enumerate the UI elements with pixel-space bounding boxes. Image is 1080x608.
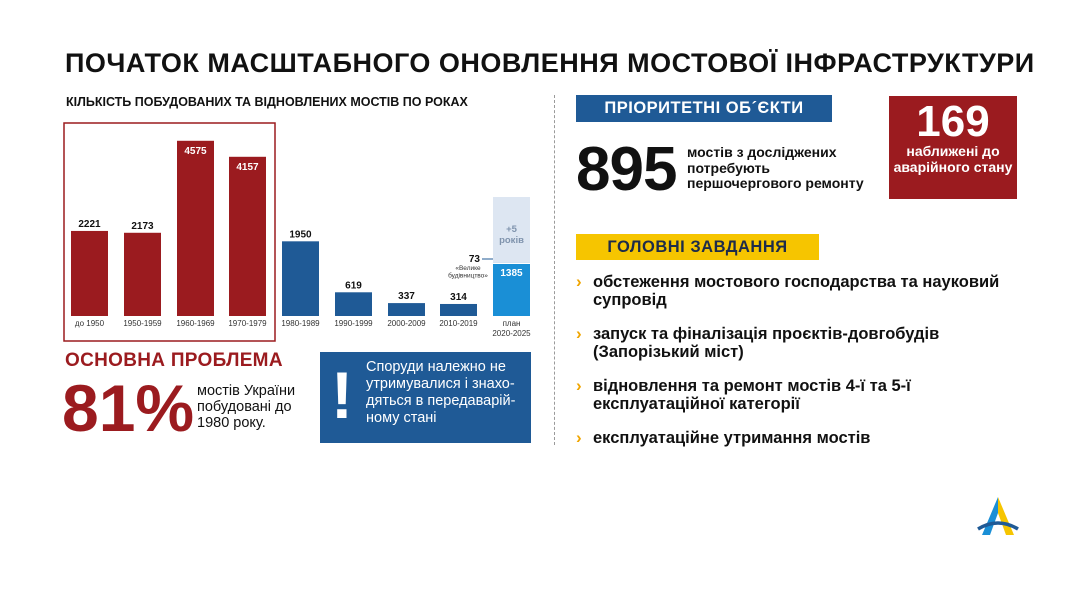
priority-label: ПРІОРИТЕТНІ ОБ´ЄКТИ: [576, 95, 832, 122]
task-text: запуск та фіналізація проєктів-довгобудів (Запорізький міст): [593, 325, 940, 361]
x-tick-label: план 2020-2025: [492, 319, 531, 338]
page-title: ПОЧАТОК МАСШТАБНОГО ОНОВЛЕННЯ МОСТОВОЇ ІНФРАСТРУКТУРИ: [65, 48, 1035, 78]
extra-value-label: 73: [468, 254, 480, 265]
exclamation-icon: !: [331, 358, 353, 432]
x-tick-label: 1990-1999: [334, 319, 373, 328]
x-tick-label: 2000-2009: [387, 319, 426, 328]
bar: [229, 157, 266, 316]
bridge-chart: [0, 0, 550, 350]
bar: [124, 233, 161, 316]
bar-value-label: 337: [398, 291, 415, 303]
chevron-right-icon: ›: [576, 324, 582, 343]
agency-logo-icon: [976, 495, 1020, 539]
chevron-right-icon: ›: [576, 428, 582, 447]
emergency-count: 169: [916, 97, 990, 146]
bar: [388, 303, 425, 316]
tasks-label: ГОЛОВНІ ЗАВДАННЯ: [576, 234, 819, 260]
x-tick-label: 1960-1969: [176, 319, 215, 328]
task-text: обстеження мостового господарства та науковий супровід: [593, 273, 1000, 309]
bar: [177, 141, 214, 316]
bar-value-label: 4157: [236, 161, 259, 173]
priority-count: 895: [576, 135, 677, 204]
emergency-text: наближені до аварійного стану: [893, 143, 1013, 175]
bar: [335, 292, 372, 316]
bar-value-label: 1950: [289, 229, 312, 241]
plan-extra-label: +5 років: [499, 224, 524, 246]
bar-value-label: 4575: [184, 145, 207, 157]
task-text: відновлення та ремонт мостів 4-ї та 5-ї експлуатаційної категорії: [593, 377, 911, 413]
bar: [440, 304, 477, 316]
x-tick-label: до 1950: [74, 319, 105, 328]
x-tick-label: 1950-1959: [123, 319, 162, 328]
bar-value-label: 2221: [78, 218, 101, 230]
bar-value-label: 619: [345, 280, 362, 292]
task-text: експлуатаційне утримання мостів: [593, 429, 871, 447]
bar-value-label: 1385: [500, 267, 523, 279]
bar: [71, 231, 108, 316]
bar-value-label: 2173: [131, 220, 154, 232]
section-divider: [554, 95, 555, 445]
problem-title: ОСНОВНА ПРОБЛЕМА: [65, 350, 283, 371]
priority-count-text: мостів з досліджених потребують першочергового ремонту: [687, 144, 864, 191]
warning-text: Споруди належно не утримувалися і знахо-дяться в передаварій-ному стані: [366, 359, 516, 426]
bar-value-label: 314: [450, 291, 467, 303]
chevron-right-icon: ›: [576, 272, 582, 291]
x-tick-label: 1980-1989: [281, 319, 320, 328]
x-tick-label: 2010-2019: [439, 319, 478, 328]
bar: [282, 241, 319, 316]
extra-note-label: «Велике будівництво»: [448, 265, 488, 280]
problem-text: мостів України побудовані до 1980 року.: [197, 383, 296, 431]
chevron-right-icon: ›: [576, 376, 582, 395]
x-tick-label: 1970-1979: [228, 319, 267, 328]
chart-title: КІЛЬКІСТЬ ПОБУДОВАНИХ ТА ВІДНОВЛЕНИХ МОСТІВ ПО РОКАХ: [66, 95, 468, 109]
problem-percent: 81%: [62, 371, 195, 445]
